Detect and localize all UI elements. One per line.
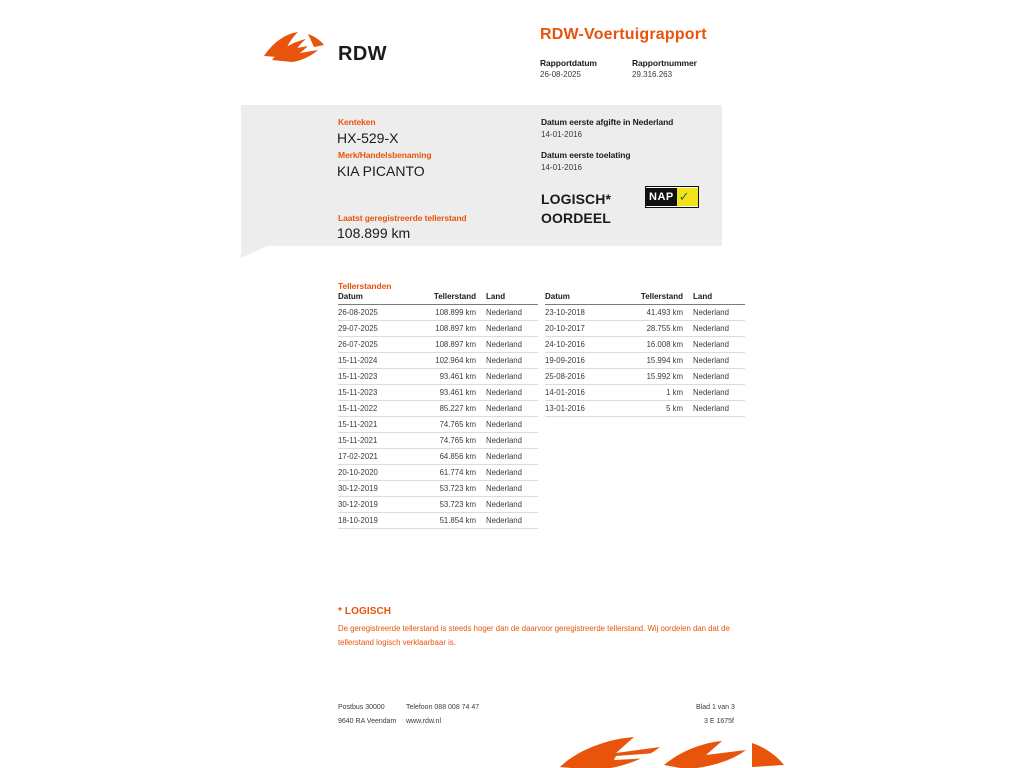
cell-land: Nederland xyxy=(693,337,745,353)
cell-datum: 15-11-2022 xyxy=(338,401,400,417)
cell-tellerstand: 16.008 km xyxy=(607,337,693,353)
cell-land: Nederland xyxy=(486,465,538,481)
table-body-left xyxy=(338,305,538,529)
cell-land: Nederland xyxy=(486,481,538,497)
cell-datum: 15-11-2021 xyxy=(338,417,400,433)
cell-tellerstand: 108.897 km xyxy=(400,321,486,337)
cell-tellerstand: 51.854 km xyxy=(400,513,486,529)
footnote-title: * LOGISCH xyxy=(338,606,392,617)
cell-tellerstand: 53.723 km xyxy=(400,481,486,497)
footer-page-number: Blad 1 van 3 xyxy=(696,704,735,711)
cell-tellerstand: 28.755 km xyxy=(607,321,693,337)
meta-value: 26-08-2025 xyxy=(540,70,581,79)
table-header-row xyxy=(545,292,745,305)
nap-badge-label: NAP xyxy=(646,188,677,206)
rdw-arrow-logo-icon xyxy=(262,30,332,64)
meta-label: Rapportnummer xyxy=(632,58,697,68)
kenteken-value: HX-529-X xyxy=(337,130,399,146)
footer-phone: Telefoon 088 008 74 47 xyxy=(406,704,480,711)
cell-datum: 23-10-2018 xyxy=(545,305,607,321)
cell-datum: 20-10-2017 xyxy=(545,321,607,337)
cell-tellerstand: 15.994 km xyxy=(607,353,693,369)
check-icon: ✓ xyxy=(678,189,690,204)
afgifte-label: Datum eerste afgifte in Nederland xyxy=(541,117,674,127)
cell-tellerstand: 85.227 km xyxy=(400,401,486,417)
toelating-label: Datum eerste toelating xyxy=(541,150,631,160)
cell-tellerstand: 108.897 km xyxy=(400,337,486,353)
verdict-text xyxy=(541,190,611,228)
table-row xyxy=(545,305,745,321)
cell-land: Nederland xyxy=(486,337,538,353)
cell-tellerstand: 41.493 km xyxy=(607,305,693,321)
cell-land: Nederland xyxy=(693,305,745,321)
table-row xyxy=(338,385,538,401)
cell-tellerstand: 102.964 km xyxy=(400,353,486,369)
toelating-value: 14-01-2016 xyxy=(541,163,582,172)
table-row xyxy=(338,305,538,321)
cell-land: Nederland xyxy=(486,369,538,385)
table-row xyxy=(545,321,745,337)
panel-notch xyxy=(241,246,267,258)
tellerstanden-table-right xyxy=(545,292,745,417)
cell-datum: 30-12-2019 xyxy=(338,497,400,513)
meta-value: 29.316.263 xyxy=(632,70,673,79)
cell-tellerstand: 53.723 km xyxy=(400,497,486,513)
cell-datum: 17-02-2021 xyxy=(338,449,400,465)
table-header-row xyxy=(338,292,538,305)
col-land: Land xyxy=(693,292,745,305)
cell-land: Nederland xyxy=(486,353,538,369)
rdw-logo xyxy=(262,22,392,70)
cell-datum: 15-11-2023 xyxy=(338,369,400,385)
cell-land: Nederland xyxy=(486,385,538,401)
table-row xyxy=(338,465,538,481)
meta-label: Rapportdatum xyxy=(540,58,597,68)
meta-rapportnummer xyxy=(632,58,698,79)
cell-tellerstand: 93.461 km xyxy=(400,369,486,385)
cell-tellerstand: 64.856 km xyxy=(400,449,486,465)
table-row xyxy=(338,369,538,385)
col-tellerstand: Tellerstand xyxy=(607,292,693,305)
report-meta xyxy=(540,58,698,79)
cell-tellerstand: 61.774 km xyxy=(400,465,486,481)
cell-tellerstand: 93.461 km xyxy=(400,385,486,401)
nap-badge-check xyxy=(677,188,698,206)
rdw-arrow-logo-icon xyxy=(556,737,786,768)
table-row xyxy=(338,353,538,369)
cell-land: Nederland xyxy=(486,497,538,513)
footnote-body: De geregistreerde tellerstand is steeds hoger dan de daarvoor geregistreerde tellerstand. Wij oordelen dan dat de tellerstand logisch verklaarbaar is. xyxy=(338,624,730,647)
footer-band xyxy=(0,735,1024,768)
cell-datum: 15-11-2021 xyxy=(338,433,400,449)
cell-tellerstand: 74.765 km xyxy=(400,417,486,433)
table-row xyxy=(545,353,745,369)
table-row xyxy=(545,401,745,417)
table-row xyxy=(338,337,538,353)
nap-badge xyxy=(645,186,699,208)
cell-datum: 30-12-2019 xyxy=(338,481,400,497)
table-row xyxy=(338,497,538,513)
cell-datum: 18-10-2019 xyxy=(338,513,400,529)
table-row xyxy=(338,449,538,465)
table-row xyxy=(545,369,745,385)
verdict-line-2: OORDEEL xyxy=(541,209,611,226)
table-row xyxy=(545,337,745,353)
footer-address-line2: 9640 RA Veendam xyxy=(338,718,397,725)
cell-land: Nederland xyxy=(486,321,538,337)
cell-land: Nederland xyxy=(486,305,538,321)
cell-land: Nederland xyxy=(693,401,745,417)
footer-website[interactable]: www.rdw.nl xyxy=(406,718,442,725)
cell-datum: 19-09-2016 xyxy=(545,353,607,369)
cell-tellerstand: 108.899 km xyxy=(400,305,486,321)
cell-datum: 26-07-2025 xyxy=(338,337,400,353)
table-row xyxy=(338,401,538,417)
kenteken-label: Kenteken xyxy=(338,117,376,127)
table-row xyxy=(338,321,538,337)
cell-land: Nederland xyxy=(693,385,745,401)
verdict-line-1: LOGISCH* xyxy=(541,191,612,207)
table-row xyxy=(338,513,538,529)
merk-label: Merk/Handelsbenaming xyxy=(338,150,432,160)
cell-land: Nederland xyxy=(486,401,538,417)
cell-tellerstand: 15.992 km xyxy=(607,369,693,385)
tellerstanden-table-left xyxy=(338,292,538,529)
cell-datum: 14-01-2016 xyxy=(545,385,607,401)
cell-tellerstand: 74.765 km xyxy=(400,433,486,449)
table-row xyxy=(338,481,538,497)
page-title: RDW-Voertuigrapport xyxy=(540,26,707,43)
merk-value: KIA PICANTO xyxy=(337,163,425,179)
cell-land: Nederland xyxy=(486,433,538,449)
tellerstand-label: Laatst geregistreerde tellerstand xyxy=(338,213,467,223)
col-datum: Datum xyxy=(545,292,607,305)
tellerstand-value: 108.899 km xyxy=(337,225,411,241)
cell-datum: 24-10-2016 xyxy=(545,337,607,353)
cell-tellerstand: 5 km xyxy=(607,401,693,417)
footer-address-line1: Postbus 30000 xyxy=(338,704,385,711)
cell-datum: 25-08-2016 xyxy=(545,369,607,385)
footer-form-code: 3 E 1675f xyxy=(704,718,734,725)
afgifte-value: 14-01-2016 xyxy=(541,130,582,139)
table-row xyxy=(545,385,745,401)
cell-datum: 20-10-2020 xyxy=(338,465,400,481)
meta-rapportdatum xyxy=(540,58,606,79)
cell-tellerstand: 1 km xyxy=(607,385,693,401)
cell-datum: 29-07-2025 xyxy=(338,321,400,337)
table-row xyxy=(338,417,538,433)
cell-datum: 13-01-2016 xyxy=(545,401,607,417)
col-tellerstand: Tellerstand xyxy=(400,292,486,305)
cell-land: Nederland xyxy=(693,353,745,369)
cell-land: Nederland xyxy=(693,369,745,385)
col-datum: Datum xyxy=(338,292,400,305)
tellerstanden-title: Tellerstanden xyxy=(338,281,392,291)
table-body-right xyxy=(545,305,745,417)
col-land: Land xyxy=(486,292,538,305)
table-row xyxy=(338,433,538,449)
cell-land: Nederland xyxy=(486,417,538,433)
cell-datum: 15-11-2023 xyxy=(338,385,400,401)
logo-wordmark: RDW xyxy=(338,43,387,65)
cell-land: Nederland xyxy=(486,513,538,529)
cell-datum: 26-08-2025 xyxy=(338,305,400,321)
cell-datum: 15-11-2024 xyxy=(338,353,400,369)
cell-land: Nederland xyxy=(693,321,745,337)
cell-land: Nederland xyxy=(486,449,538,465)
